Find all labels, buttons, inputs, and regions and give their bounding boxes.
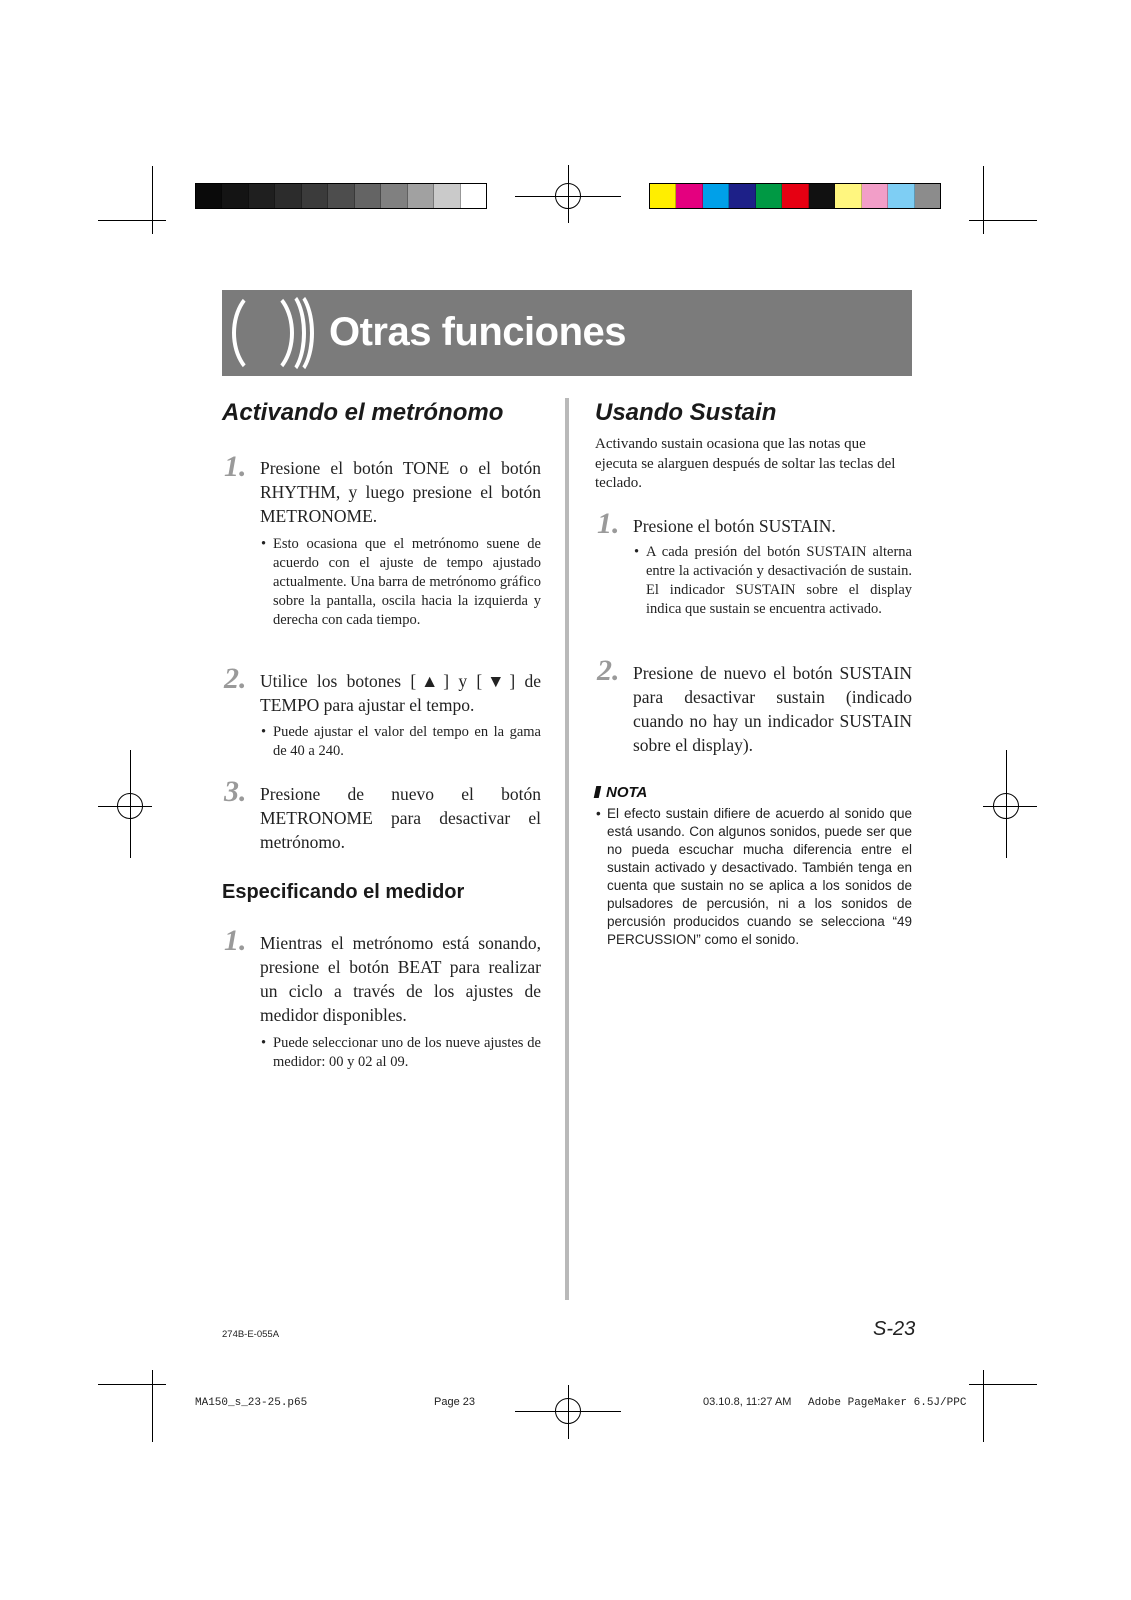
step-bullet: • Puede seleccionar uno de los nueve ajustes de medidor: 00 y 02 al 09. [261,1035,541,1070]
calibration-swatch [915,184,940,208]
calibration-swatch [756,184,782,208]
color-calibration-bar [649,183,941,209]
grayscale-calibration-bar [195,183,487,209]
step-text: Presione de nuevo el botón METRONOME para desactivar el metrónomo. [260,784,541,852]
section-title-metronome: Activando el metrónomo [222,399,504,426]
calibration-swatch [888,184,914,208]
subsection-title-medidor: Especificando el medidor [222,881,465,903]
step-bullet: • A cada presión del botón SUSTAIN alterna entre la activación y desactivación de sustain. El indicador SUSTAIN sobre el display indica que sustain se encuentra activado. [634,544,912,617]
calibration-swatch [302,184,328,208]
calibration-swatch [196,184,222,208]
column-divider [565,398,569,1300]
step-bullet: • Esto ocasiona que el metrónomo suene de acuerdo con el ajuste de tempo ajustado actualmente. Una barra de metrónomo gráfico sobre la pantalla, oscila hacia la izquierda y derecha con cada tiempo. [261,536,541,628]
step-text: Presione el botón SUSTAIN. [633,516,836,536]
calibration-swatch [676,184,702,208]
calibration-swatch [222,184,248,208]
page-number: S-23 [873,1318,916,1340]
slug-application: Adobe PageMaker 6.5J/PPC [808,1397,967,1409]
step-text: Presione de nuevo el botón SUSTAIN para desactivar sustain (indicado cuando no hay un indicador SUSTAIN sobre el display). [633,663,912,755]
nota-marker-icon [594,786,602,798]
calibration-swatch [782,184,808,208]
step-text: Mientras el metrónomo está sonando, presione el botón BEAT para realizar un ciclo a través de los ajustes de medidor disponibles. [260,933,541,1025]
section-title-sustain: Usando Sustain [595,399,777,426]
calibration-swatch [408,184,434,208]
step-number: 1. [224,924,247,957]
calibration-swatch [835,184,861,208]
slug-page: Page 23 [434,1396,475,1408]
calibration-swatch [328,184,354,208]
slug-date: 03.10.8, 11:27 AM [703,1396,792,1408]
step-bullet: • Puede ajustar el valor del tempo en la gama de 40 a 240. [261,724,541,759]
calibration-swatch [650,184,676,208]
calibration-swatch [355,184,381,208]
calibration-swatch [862,184,888,208]
document-code: 274B-E-055A [222,1329,280,1340]
calibration-swatch [434,184,460,208]
calibration-swatch [275,184,301,208]
step-text: Utilice los botones [▲] y [▼] de TEMPO para ajustar el tempo. [260,671,541,715]
sustain-intro: Activando sustain ocasiona que las notas que ejecuta se alarguen después de soltar las teclas del teclado. [595,436,896,491]
step-number: 1. [224,450,247,483]
step-number: 2. [224,662,247,695]
calibration-swatch [729,184,755,208]
slug-filename: MA150_s_23-25.p65 [195,1397,308,1409]
calibration-swatch [381,184,407,208]
nota-text: • El efecto sustain difiere de acuerdo al sonido que está usando. Con algunos sonidos, puede ser que no pueda escuchar mucha diferencia entre el sustain activado y desactivado. También tenga en cuenta que sustain no se aplica a los sonidos de pulsadores de percusión, ni a los sonidos de percusión producidos cuando se selecciona “49 PERCUSSION” como el sonido. [596,806,912,947]
calibration-swatch [703,184,729,208]
calibration-swatch [809,184,835,208]
title-banner [222,290,912,376]
step-number: 1. [597,507,620,540]
calibration-swatch [461,184,486,208]
step-number: 2. [597,654,620,687]
step-number: 3. [224,775,247,808]
step-text: Presione el botón TONE o el botón RHYTHM, y luego presione el botón METRONOME. [260,458,541,526]
nota-heading: NOTA [595,784,647,801]
page-title: Otras funciones [329,310,627,354]
calibration-swatch [249,184,275,208]
